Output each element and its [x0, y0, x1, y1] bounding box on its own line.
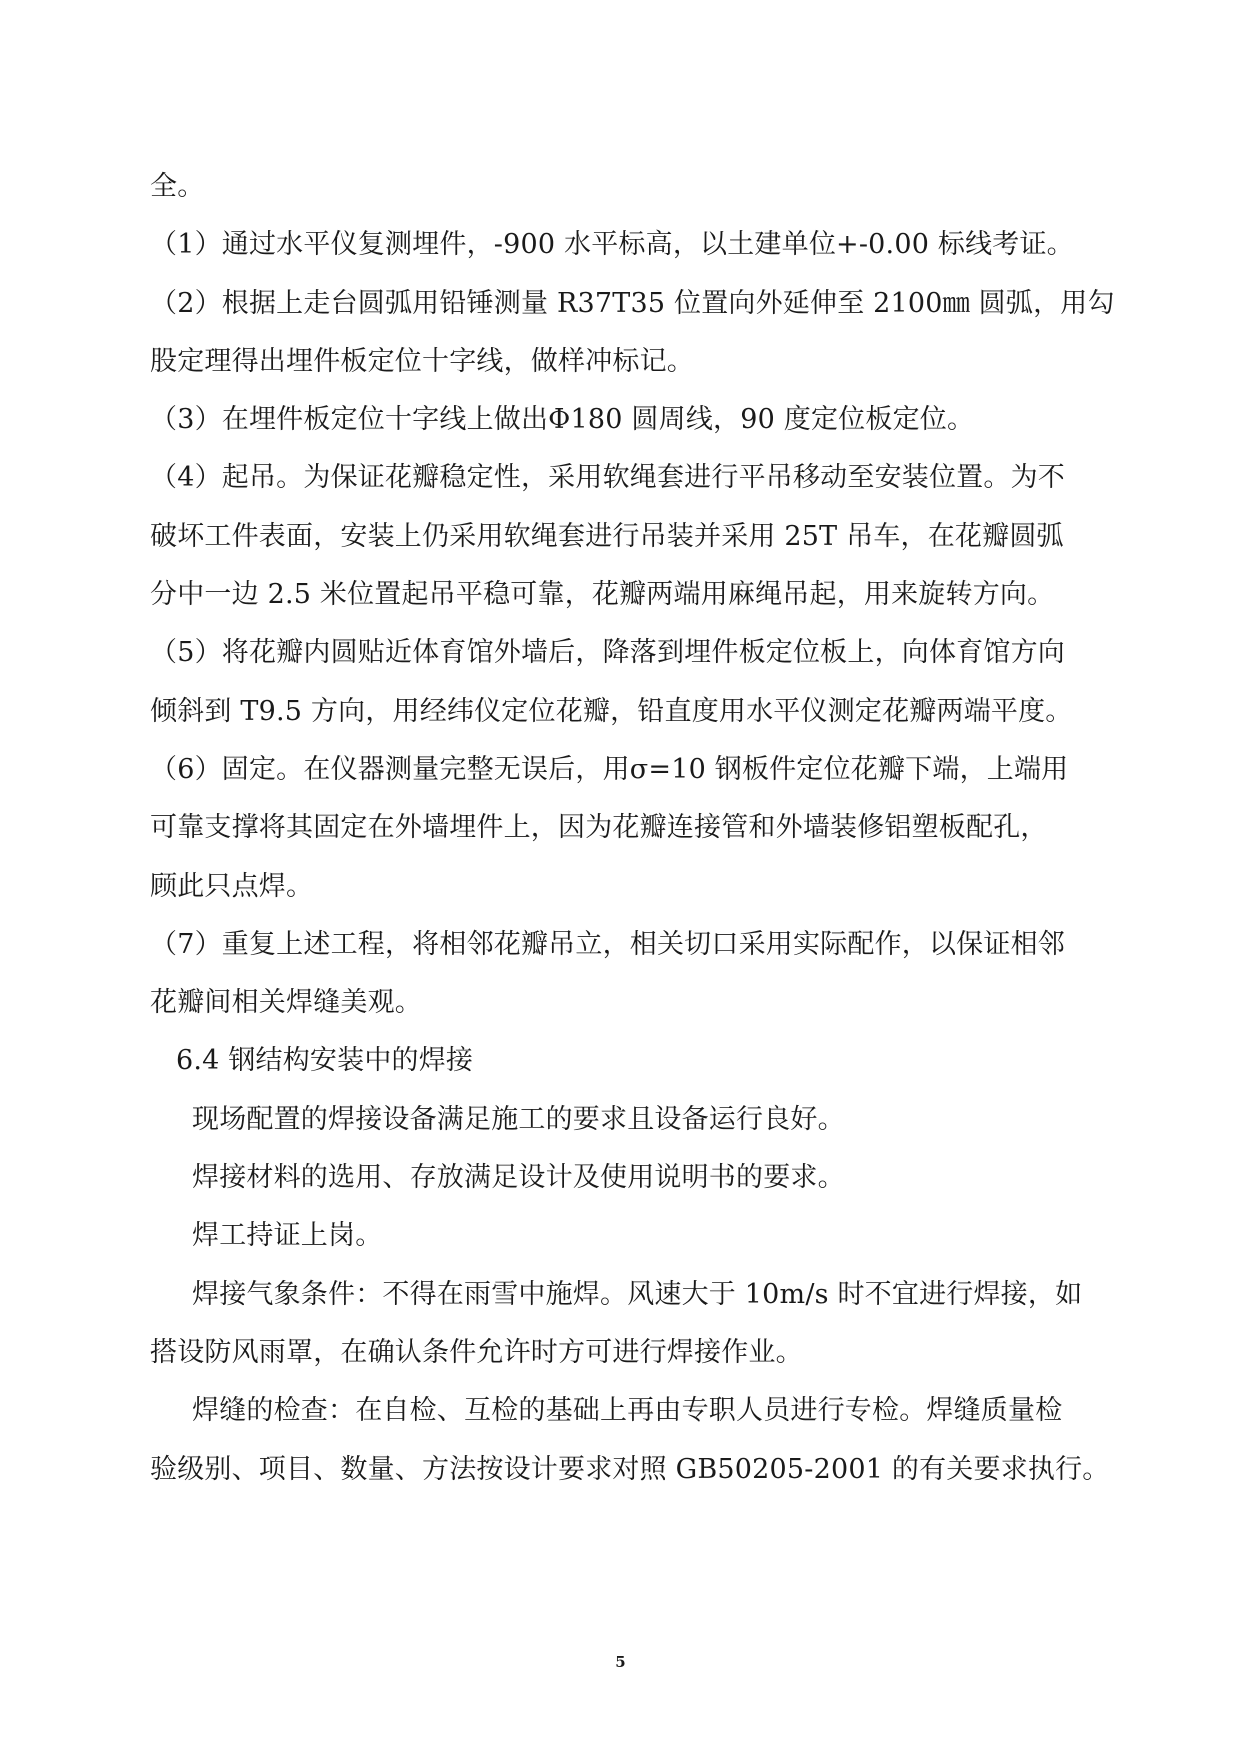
- text-line: （7）重复上述工程，将相邻花瓣吊立，相关切口采用实际配作，以保证相邻: [150, 928, 1065, 960]
- text-line: 搭设防风雨罩，在确认条件允许时方可进行焊接作业。: [150, 1336, 803, 1368]
- text-line: 顾此只点焊。: [150, 870, 314, 902]
- text-line: （6）固定。在仪器测量完整无误后，用σ=10 钢板件定位花瓣下端，上端用: [150, 753, 1069, 785]
- text-line: （4）起吊。为保证花瓣稳定性，采用软绳套进行平吊移动至安装位置。为不: [150, 462, 1065, 494]
- section-heading: 6.4 钢结构安装中的焊接: [176, 1045, 474, 1077]
- text-line: 焊缝的检查：在自检、互检的基础上再由专职人员进行专检。焊缝质量检: [192, 1395, 1063, 1427]
- page-number: 5: [615, 1653, 626, 1671]
- text-line: 分中一边 2.5 米位置起吊平稳可靠，花瓣两端用麻绳吊起，用来旋转方向。: [150, 579, 1055, 611]
- text-line: 花瓣间相关焊缝美观。: [150, 987, 422, 1019]
- text-line: 倾斜到 T9.5 方向，用经纬仪定位花瓣，铅直度用水平仪测定花瓣两端平度。: [150, 695, 1073, 727]
- text-line: 焊接气象条件：不得在雨雪中施焊。风速大于 10m/s 时不宜进行焊接，如: [192, 1278, 1083, 1310]
- text-line: 焊工持证上岗。: [192, 1220, 383, 1252]
- text-line: （1）通过水平仪复测埋件，-900 水平标高，以土建单位+-0.00 标线考证。: [150, 229, 1074, 261]
- text-line: 破坏工件表面，安装上仍采用软绳套进行吊装并采用 25T 吊车，在花瓣圆弧: [150, 520, 1064, 552]
- text-line: 焊接材料的选用、存放满足设计及使用说明书的要求。: [192, 1162, 845, 1194]
- text-line: 现场配置的焊接设备满足施工的要求且设备运行良好。: [192, 1103, 845, 1135]
- text-line: （5）将花瓣内圆贴近体育馆外墙后，降落到埋件板定位板上，向体育馆方向: [150, 637, 1065, 669]
- text-line: 可靠支撑将其固定在外墙埋件上，因为花瓣连接管和外墙装修铝塑板配孔，: [150, 812, 1048, 844]
- text-line: （2）根据上走台圆弧用铅锤测量 R37T35 位置向外延伸至 2100㎜ 圆弧，用勾: [150, 287, 1115, 319]
- text-line: 验级别、项目、数量、方法按设计要求对照 GB50205-2001 的有关要求执行。: [150, 1453, 1110, 1485]
- text-line: 股定理得出埋件板定位十字线，做样冲标记。: [150, 345, 694, 377]
- text-line: （3）在埋件板定位十字线上做出Φ180 圆周线，90 度定位板定位。: [150, 404, 975, 436]
- text-line: 全。: [150, 171, 205, 202]
- document-body: [150, 158, 1115, 1499]
